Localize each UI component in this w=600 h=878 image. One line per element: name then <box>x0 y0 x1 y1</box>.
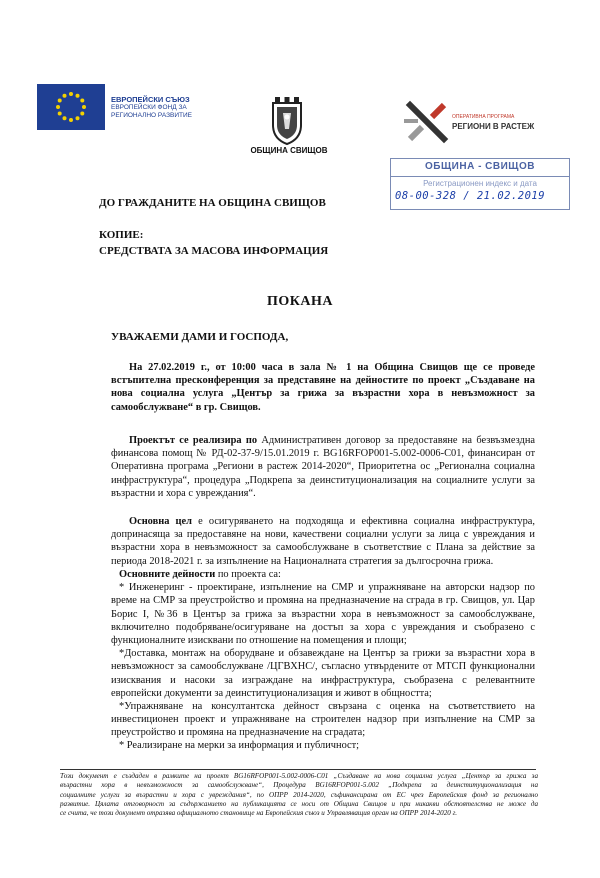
paragraph-activities <box>111 568 535 753</box>
footer-line-4: развитие. Цялата отговорност за съдържанието на публикацията се носи от Община Свищов и при никакви обстоятелства не може да <box>60 799 538 808</box>
activity2-line-1: *Доставка, монтаж на оборудване и обзавеждане на Център за грижи за възрастни хора в <box>119 648 535 660</box>
p1-line-3: нова социална услуга „Център за грижа за възрастни хора в невъзможност за <box>111 388 535 400</box>
program-name: РЕГИОНИ В РАСТЕЖ <box>452 122 535 131</box>
municipality-name: ОБЩИНА СВИЩОВ <box>250 146 328 155</box>
p2-line-3: Оперативна програма „Региони в растеж 2014-2020“, Приоритетна ос „Регионална социална <box>111 461 535 473</box>
p1-line-4: самообслужване“ в гр. Свищов. <box>111 401 261 413</box>
p2-line-2: финансова помощ № РД-02-37-9/15.01.2019 г. BG16RFOP001-5.002-0006-С01, финансиран от <box>111 448 535 460</box>
activity2-line-4: европейски документи за деинституционализация и живот в общността; <box>111 687 432 699</box>
paragraph-main-goal <box>111 515 535 568</box>
activity1-line-4: включително подобряване/осигуряване на достъп за хора с увреждания и съобразено с <box>111 621 535 633</box>
eu-line-3: РЕГИОНАЛНО РАЗВИТИЕ <box>111 112 192 119</box>
activity2-line-3: изисквания и насоки за изграждане на инфраструктура, съобразена с релевантните <box>111 674 535 686</box>
stamp-registration-number: 08-00-328 / 21.02.2019 <box>395 190 546 202</box>
p1-line-2: встъпителна пресконференция за представяне на дейностите по проект „Създаване на <box>111 375 535 387</box>
program-label: ОПЕРАТИВНА ПРОГРАМА <box>452 114 515 120</box>
activity2-line-2: невъзможност за самообслужване /ЦГВХНС/, съгласно утвърдените от МТСП функционални <box>111 661 535 673</box>
copy-recipient: СРЕДСТВАТА ЗА МАСОВА ИНФОРМАЦИЯ <box>99 245 329 257</box>
registration-stamp <box>390 158 570 210</box>
paragraph-announcement <box>111 361 535 414</box>
activity3-line-2: инвестиционен проект и упражняване на строителен надзор при изпълнение на СМР за <box>111 714 535 726</box>
p3-line-3: възрастни хора в невъзможност за самообслужване в съответствие с Плана за действие за <box>111 542 535 554</box>
p3-line-1: е осигуряването на подходяща и ефективна социална инфраструктура, <box>191 516 536 527</box>
activity4-line: * Реализиране на мерки за информация и публичност; <box>119 740 360 752</box>
p3-line-4: периода 2018-2021 г. за изпълнение на Националната стратегия за дългосрочна грижа. <box>111 555 494 567</box>
activity1-line-2: време на СМР за преустройство и промяна на предназначение на сграда в гр. Свищов, ул. Цар <box>111 595 535 607</box>
p3-line-2: допринасяща за предоставяне на нови, качествени социални услуги за лица с увреждания и <box>111 529 535 541</box>
stamp-divider <box>391 176 569 177</box>
document-title: ПОКАНА <box>266 294 334 309</box>
footer-line-2: възрастни хора в невъзможност за самообслужване“, Процедура BG16RFOP001-5.002 „Подкрепа за деинституционализация на <box>60 781 538 790</box>
p4-lead: Основните дейности <box>119 569 216 580</box>
eu-flag-logo <box>37 84 105 130</box>
p2-line-1: Административен договор за предоставяне на безвъзмездна <box>257 435 535 446</box>
municipality-crest-icon <box>259 95 315 145</box>
activity3-line-3: преустройство и промяна на предназначение на сградата; <box>111 727 366 739</box>
eu-text <box>111 96 226 120</box>
p2-line-4: инфраструктура“, процедура „Подкрепа за деинституционализация на социалните услуги за <box>111 474 535 486</box>
footer-line-3: социалните услуги за възрастни и хора с увреждания“, по ОПРР 2014-2020, съфинансирана от ЕС чрез Европейския фонд за регионално <box>60 790 538 799</box>
paragraph-contract <box>111 434 535 500</box>
activity1-line-1: * Инженеринг - проектиране, изпълнение на СМР и упражняване на авторски надзор по <box>119 582 535 594</box>
footer-divider <box>60 769 536 770</box>
footer-line-5: се счита, че този документ отразява официалното становище на Европейския съюз и Управляващия орган на ОПРР 2014-2020 г. <box>60 809 458 818</box>
p2-line-5: възрастни и хора с увреждания“. <box>111 487 256 499</box>
eu-line-2: ЕВРОПЕЙСКИ ФОНД ЗА <box>111 104 187 111</box>
activity1-line-3: Борис I, №36 в Център за грижа за възрастни хора в невъзможност за самообслужване, <box>111 608 535 620</box>
footer-line-1: Този документ е създаден в рамките на проект BG16RFOP001-5.002-0006-С01 „Създаване на нова социална услуга „Център за грижа за <box>60 772 538 780</box>
greeting: УВАЖАЕМИ ДАМИ И ГОСПОДА, <box>111 331 289 343</box>
activity3-line-1: *Упражняване на консултантска дейност свързана с оценка на съответствието на <box>119 700 535 712</box>
p1-line-1: На 27.02.2019 г., от 10:00 часа в зала № 1 на Община Свищов ще се проведе <box>129 362 535 373</box>
stamp-subtitle: Регистрационен индекс и дата <box>423 179 537 188</box>
p2-lead: Проектът се реализира по <box>129 435 258 446</box>
addressee-to: ДО ГРАЖДАНИТЕ НА ОБЩИНА СВИЩОВ <box>99 197 326 209</box>
footer-disclaimer <box>60 772 538 818</box>
regions-in-growth-logo-icon <box>402 97 452 147</box>
stamp-title: ОБЩИНА - СВИЩОВ <box>425 161 535 172</box>
p3-lead: Основна цел <box>129 516 192 527</box>
eu-line-1: ЕВРОПЕЙСКИ СЪЮЗ <box>111 95 190 104</box>
activity1-line-5: функционалните изисквани по отношение на помещения и площи; <box>111 634 407 646</box>
copy-label: КОПИЕ: <box>99 229 144 241</box>
p4-rest: по проекта са: <box>215 569 281 580</box>
